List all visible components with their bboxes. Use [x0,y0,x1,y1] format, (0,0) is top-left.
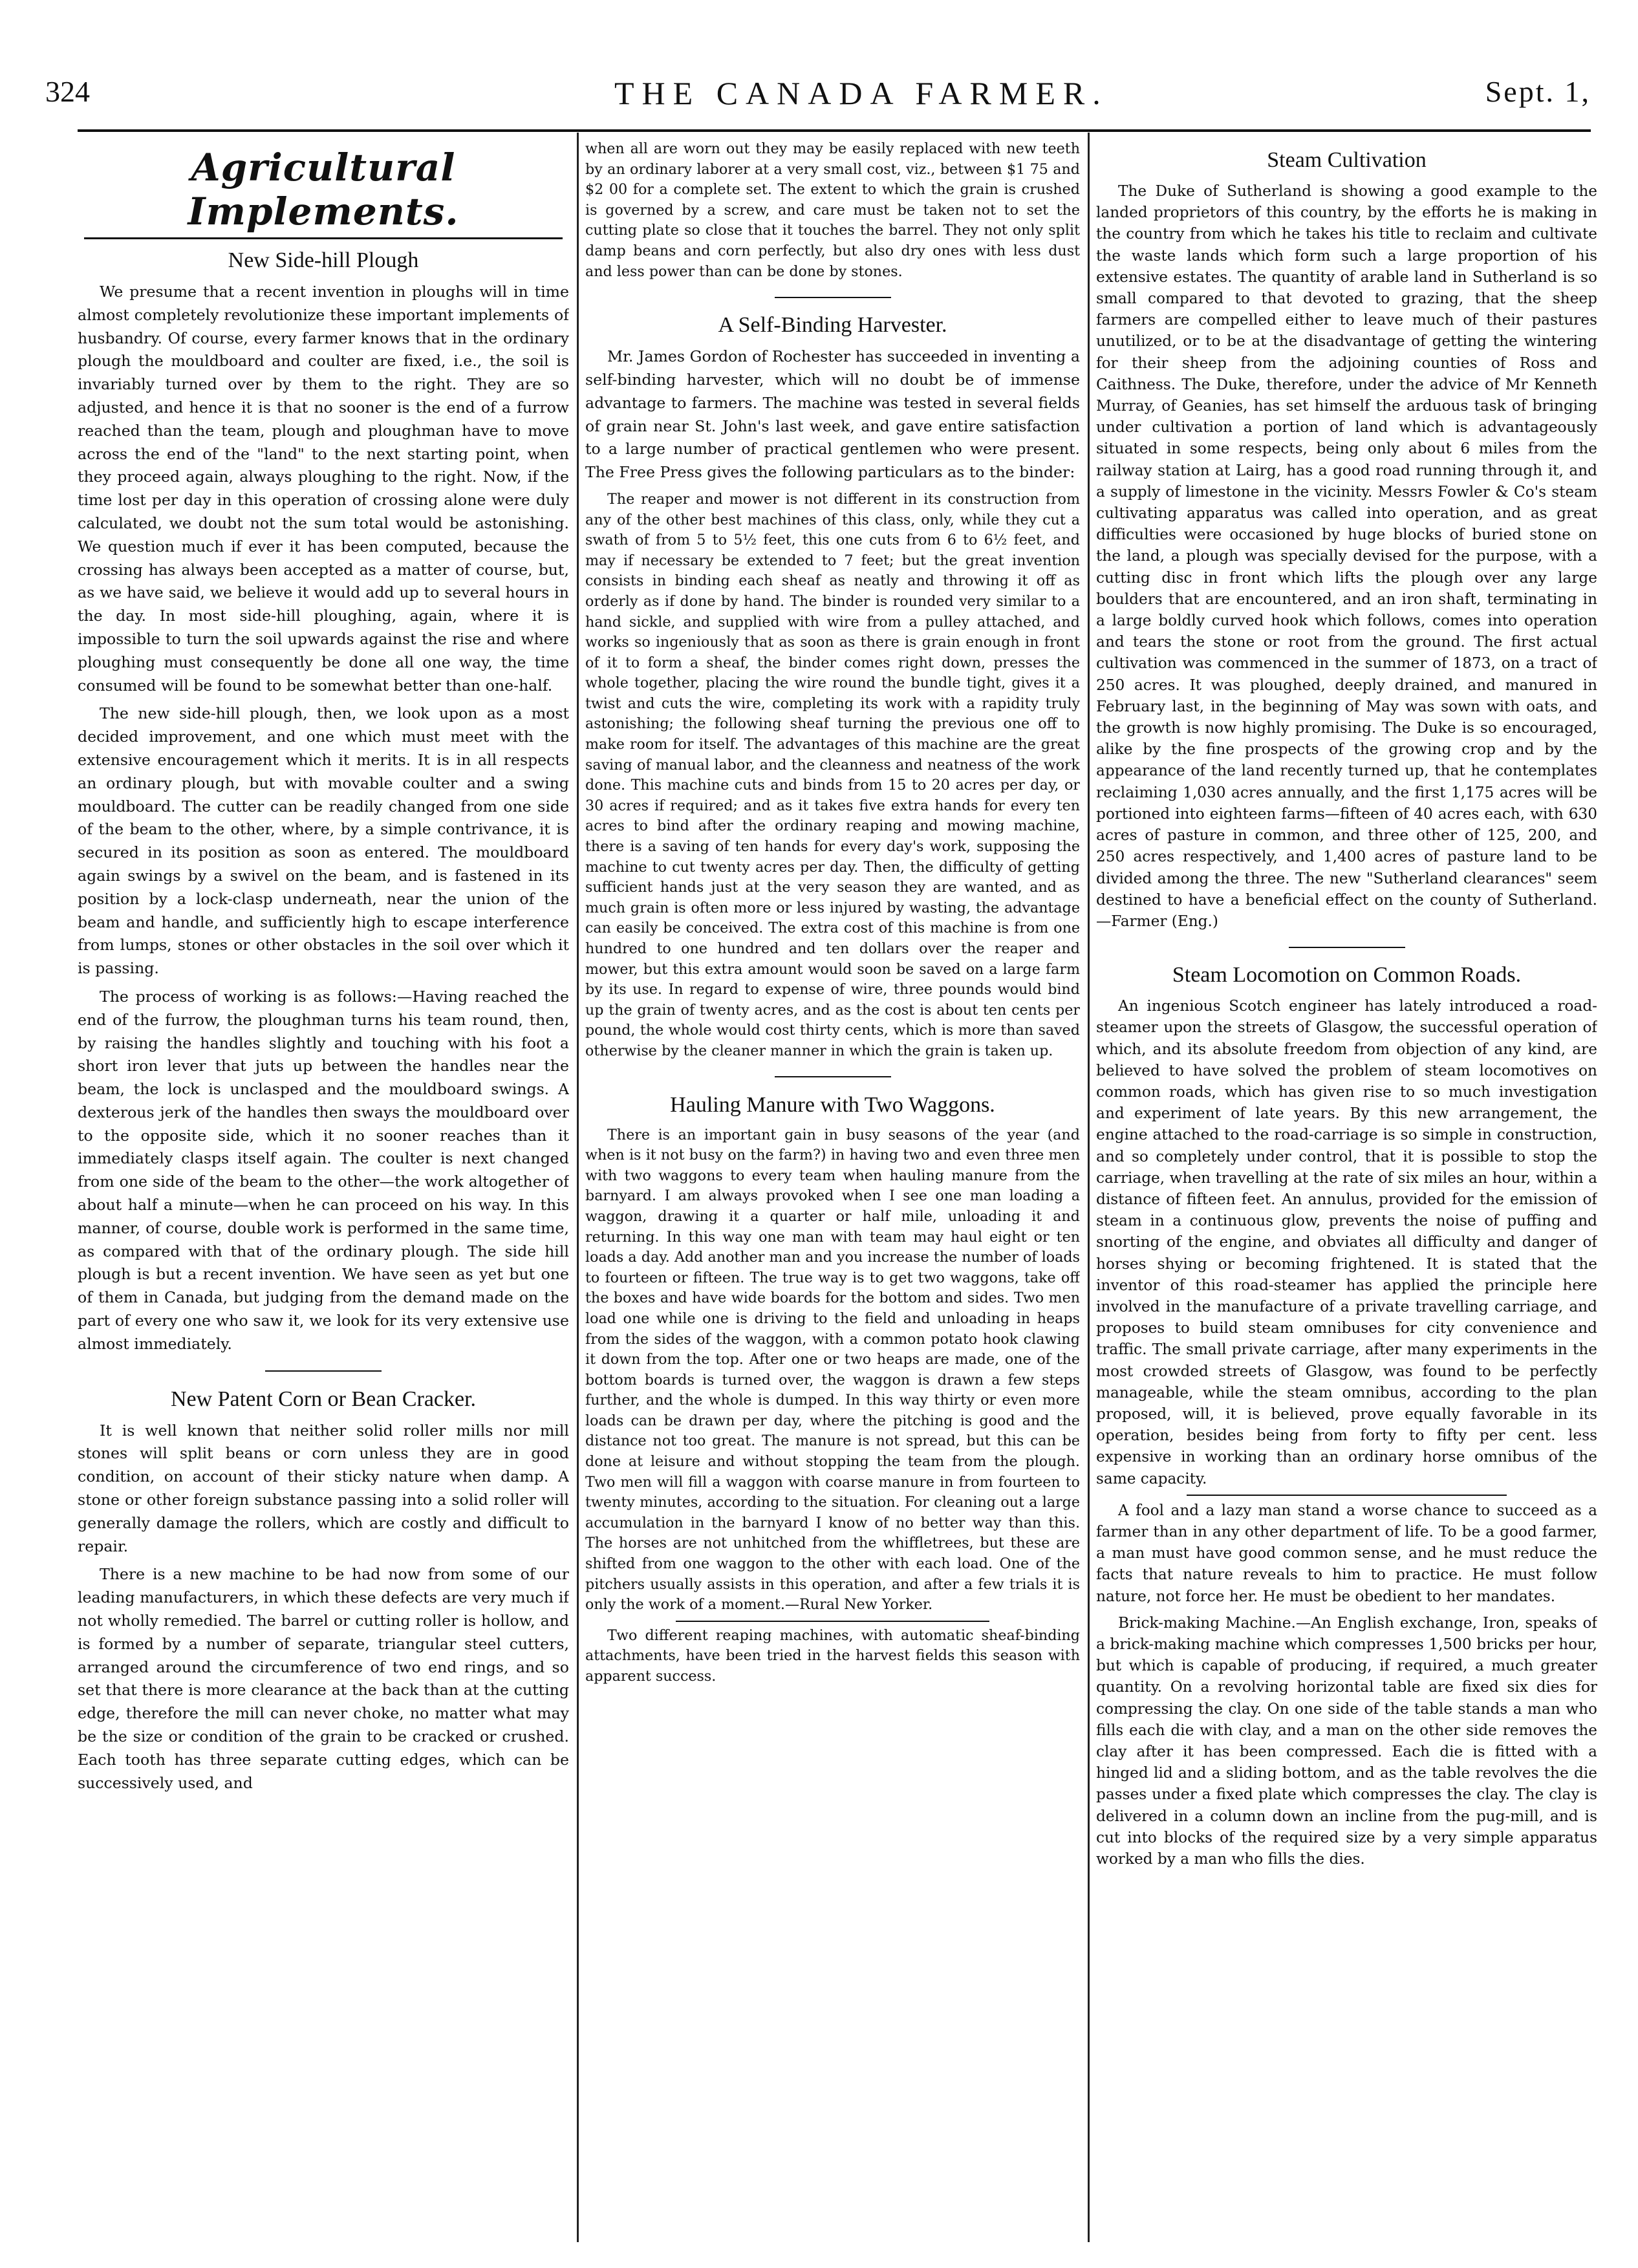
page-header [45,68,1591,126]
section-divider [676,1621,989,1622]
article-paragraph: The reaper and mower is not different in its construction from any of the other best machines of this class, only, while they cut a swath of from 5 to 5½ feet, this one cuts from 6 to 6½ feet, and may if necessary be extended to 7 feet; but the great invention consists in binding each sheaf as neatly and throwing it off as orderly as if done by hand. The binder is rounded very similar to a hand sickle, and supplied with wire from a pulley attached, and works so ingeniously that as soon as there is grain enough in front of it to form a sheaf, the binder comes right down, presses the whole together, placing the wire round the bundle tight, gives it a twist and cuts the wire, completing its work with a rapidity truly astonishing; the following sheaf turning the previous one off to make room for itself. The advantages of this machine are the great saving of manual labor, and the cleanness and neatness of the work done. This machine cuts and binds from 15 to 20 acres per day, or 30 acres if required; and as it takes five extra hands for every ten acres to bind after the ordinary reaping and mowing machine, there is a saving of ten hands for every day's work, supposing the machine to cut twenty acres per day. Then, the difficulty of getting sufficient hands just at the very season they are wanted, and as much grain is often more or less injured by wasting, the advantage can easily be conceived. The extra cost of this machine is from one hundred to one hundred and ten dollars over the reaper and mower, but this extra amount would soon be saved on a large farm by its use. In regard to expense of wire, three pounds would bind up the grain of twenty acres, and as the cost is about ten cents per pound, the whole would cost thirty cents, which is more than saved otherwise by the cleaner manner in which the grain is taken up. [585,490,1080,1059]
article-paragraph-continued: when all are worn out they may be easily replaced with new teeth by an ordinary laborer at a very small cost, viz., between $1 75 and $2 00 for a complete set. The extent to which the grain is crushed is governed by a screw, and care must be taken not to set the cutting plate so close that it touches the barrel. They not only split damp beans and corn perfectly, but also dry ones with less dust and less power than can be done by stones. [585,140,1080,280]
article-paragraph: There is a new machine to be had now from some of our leading manufacturers, in which these defects are very much if not wholly remedied. The barrel or cutting roller is hollow, and is formed by a number of separate, triangular steel cutters, arranged around the circumference of two end rings, and so set that there is more clearance at the back than at the cutting edge, therefore the mill can never choke, no matter what may be the size or condition of the grain to be cracked or crushed. Each tooth has three separate cutting edges, which can be successively used, and [78,1565,569,1792]
issue-date: Sept. 1, [1485,75,1591,108]
article-title-side-hill-plough: New Side-hill Plough [228,248,419,272]
article-paragraph: The new side-hill plough, then, we look upon as a most decided improvement, and one which must meet with the extensive encouragement which it merits. It is in all respects an ordinary plough, but with movable coulter and a swing mouldboard. The cutter can be readily changed from one side of the beam to the other, where, by a simple contrivance, it is secured in its position as soon as entered. The mouldboard again swings by a swivel on the beam, and is fastened in its position by a lock-clasp underneath, near the union of the beam and handle, and sufficiently high to escape interference from lumps, stones or other obstacles in the soil over which it is passing. [78,704,569,978]
section-divider [585,1068,1080,1084]
section-divider [585,288,1080,304]
article-title-steam-locomotion: Steam Locomotion on Common Roads. [1172,963,1522,988]
article-paragraph: There is an important gain in busy seasons of the year (and when is it not busy on the farm?) in having two and even three men with two waggons to every team when hauling manure from the barnyard. I am always provoked when I see one man loading a waggon, drawing it a quarter or half mile, unloading it and returning. In this way one man with team may haul eight or ten loads a day. Add another man and you increase the number of loads to fourteen or fifteen. The true way is to get two waggons, take off the boxes and have wide boards for the bottom and sides. Two men load one while one is driving to the field and unloading in heaps from the sides of the waggon, with a common potato hook clawing it down from the top. After one or two heaps are made, one of the bottom boards is turned over, the waggon is drawn a few steps further, and the whole is dumped. In this way thirty or even more loads can be drawn per day, where the pitching is good and the distance not too great. The manure is not spread, but this can be done at leisure and without stopping the team from the plough. Two men will fill a waggon with coarse manure in from fourteen to twenty minutes, according to the situation. For cleaning out a large accumulation in the barnyard I know of no better way than this. The horses are not unhitched from the whiffletrees, but these are shifted from one waggon to the other with each load. One of the pitchers usually assists in this operation, and after a few trials it is only the work of a moment.—Rural New Yorker. [585,1126,1080,1614]
article-title-steam-cultivation: Steam Cultivation [1267,148,1427,172]
section-divider [1096,938,1597,954]
article-paragraph: Mr. James Gordon of Rochester has succeeded in inventing a self-binding harvester, which will no doubt be of immense advantage to farmers. The machine was tested in several fields of grain near St. John's last week, and gave entire satisfaction to a large number of practical gentlemen who were present. The Free Press gives the following particulars as to the binder: [585,347,1080,482]
page-number: 324 [45,75,90,108]
article-title-hauling-manure: Hauling Manure with Two Waggons. [670,1092,995,1117]
column-rule [1088,133,1090,2242]
section-divider [78,1363,569,1378]
column-2 [585,139,1080,2242]
article-paragraph: We presume that a recent invention in ploughs will in time almost completely revolutionize these important implements of husbandry. Of course, every farmer knows that in the ordinary plough the mouldboard and coulter are fixed, i.e., the soil is invariably turned over by them to the right. They are so adjusted, and hence it is that no sooner is the end of a furrow reached than the team, plough and ploughman have to move across the end of the "land" to the next starting point, when they proceed again, always ploughing to the right. Now, if the time lost per day in this operation of crossing alone were duly calculated, we doubt not the sum total would be astonishing. We question much if ever it has been computed, because the crossing has always been accepted as a matter of course, but, as we have said, we believe it would add up to several hours in the day. In most side-hill ploughing, again, where it is impossible to turn the soil upwards against the rise and where ploughing must consequently be done all one way, the time consumed will be found to be somewhat better than one-half. [78,283,569,695]
article-paragraph: The process of working is as follows:—Having reached the end of the furrow, the ploughman turns his team round, then, by raising the handles slightly and touching with his foot a short iron lever that juts up between the handles near the beam, the lock is unclasped and the mouldboard swings. A dexterous jerk of the handles then sways the mouldboard over to the opposite side, which it no sooner reaches than it immediately clasps itself again. The coulter is next changed from one side of the beam to the other—the work altogether of about half a minute—when he can proceed on his way. In this manner, of course, double work is performed in the same time, as compared with that of the ordinary plough. The side hill plough is but a recent invention. We have seen as yet but one of them in Canada, but judging from the demand made on the part of every one who saw it, we look for its very extensive use almost immediately. [78,987,569,1353]
department-rule [84,237,563,239]
article-paragraph: Two different reaping machines, with automatic sheaf-binding attachments, have been tried in the harvest fields this season with apparent success. [585,1626,1080,1685]
article-paragraph-fool: A fool and a lazy man stand a worse chance to succeed as a farmer than in any other department of life. To be a good farmer, a man must have good common sense, and he must reduce the facts that nature reveals to him to practice. He must follow nature, not force her. He must be obedient to her mandates. [1096,1501,1597,1605]
article-title-harvester: A Self-Binding Harvester. [718,313,947,338]
article-title-corn-cracker: New Patent Corn or Bean Cracker. [170,1387,477,1411]
publication-title: THE CANADA FARMER. [614,75,1108,111]
department-title: Agricultural Implements. [188,146,459,233]
article-paragraph: It is well known that neither solid roller mills nor mill stones will split beans or corn unless they are in good condition, on account of their sticky nature when damp. A stone or other foreign substance passing into a solid roller will generally damage the rollers, which are costly and difficult to repair. [78,1421,569,1555]
column-rule [577,133,579,2242]
article-paragraph: The Duke of Sutherland is showing a good example to the landed proprietors of this country, by the efforts he is making in the country from which he takes his title to reclaim and cultivate the waste lands which form such a large proportion of his extensive estates. The quantity of arable land in Sutherland is so small compared to that devoted to grazing, that the sheep farmers are compelled either to leave much of their pastures unutilized, or to be at the disadvantage of getting the wintering for their sheep from the adjoining counties of Ross and Caithness. The Duke, therefore, under the advice of Mr Kenneth Murray, of Geanies, has set himself the arduous task of bringing under cultivation a portion of land which is advantageously situated in some respects, being only about 6 miles from the railway station at Lairg, has a good road running through it, and a supply of limestone in the vicinity. Messrs Fowler & Co's steam cultivating apparatus was called into operation, and as great difficulties were occasioned by huge blocks of buried stone on the land, a plough was specially devised for the purpose, with a cutting disc in front which lifts the plough over any large boulders that are encountered, and an iron shaft, terminating in a large boldly curved hook which follows, comes into operation and tears the stone or root from the ground. The first actual cultivation was commenced in the summer of 1873, on a tract of 250 acres. It was ploughed, deeply drained, and manured in February last, in the beginning of May was sown with oats, and the growth is now highly promising. The Duke is so encouraged, alike by the fine prospects of the growing crop and by the appearance of the land recently turned up, that he contemplates reclaiming 1,030 acres annually, and the first 1,175 acres will be portioned into eighteen farms—fifteen of 40 acres each, with 630 acres of pasture in common, and three other of 125, 200, and 250 acres respectively, and 1,400 acres of pasture land to be divided among the three. The new "Sutherland clearances" seem destined to have a beneficial effect on the county of Sutherland.—Farmer (Eng.) [1096,182,1597,930]
section-divider [1187,1495,1507,1496]
article-paragraph-brick-machine: Brick-making Machine.—An English exchange, Iron, speaks of a brick-making machine which compresses 1,500 bricks per hour, but which is capable of producing, if required, a much greater quantity. On a revolving horizontal table are fixed six dies for compressing the clay. On one side of the table stands a man who fills each die with clay, and a man on the other side removes the clay after it has been compressed. Each die is fitted with a hinged lid and a sliding bottom, and as the table revolves the die passes under a fixed plate which compresses the clay. The clay is delivered in a column down an incline from the pug-mill, and is cut into blocks of the required size by a very simple apparatus worked by a man who fills the dies. [1096,1614,1597,1868]
article-paragraph: An ingenious Scotch engineer has lately introduced a road-steamer upon the streets of Glasgow, the successful operation of which, and its absolute freedom from objection of any kind, are believed to have solved the problem of steam locomotives on common roads, which has given rise to so much investigation and experiment of late years. By this new arrangement, the engine attached to the road-carriage is so simple in construction, and so completely under control, that it is possible to stop the carriage, when travelling at the rate of six miles an hour, within a distance of fifteen feet. An annulus, provided for the emission of steam in a continuous glow, prevents the noise of puffing and snorting of the engine, and obviates all difficulty and danger of horses shying or becoming frightened. It is stated that the inventor of this road-steamer has applied the principle here involved in the manufacture of a private travelling carriage, and proposes to build steam omnibuses for city convenience and traffic. The small private carriage, after many experiments in the most crowded streets of Glasgow, was found to be perfectly manageable, while the steam omnibus, according to the plan proposed, will, it is believed, prove equally favorable in its operation, besides being from forty to fifty per cent. less expensive in working than an ordinary horse omnibus of the same capacity. [1096,997,1597,1487]
column-1 [78,139,569,2242]
header-rule [78,129,1591,132]
column-3 [1096,139,1597,2242]
